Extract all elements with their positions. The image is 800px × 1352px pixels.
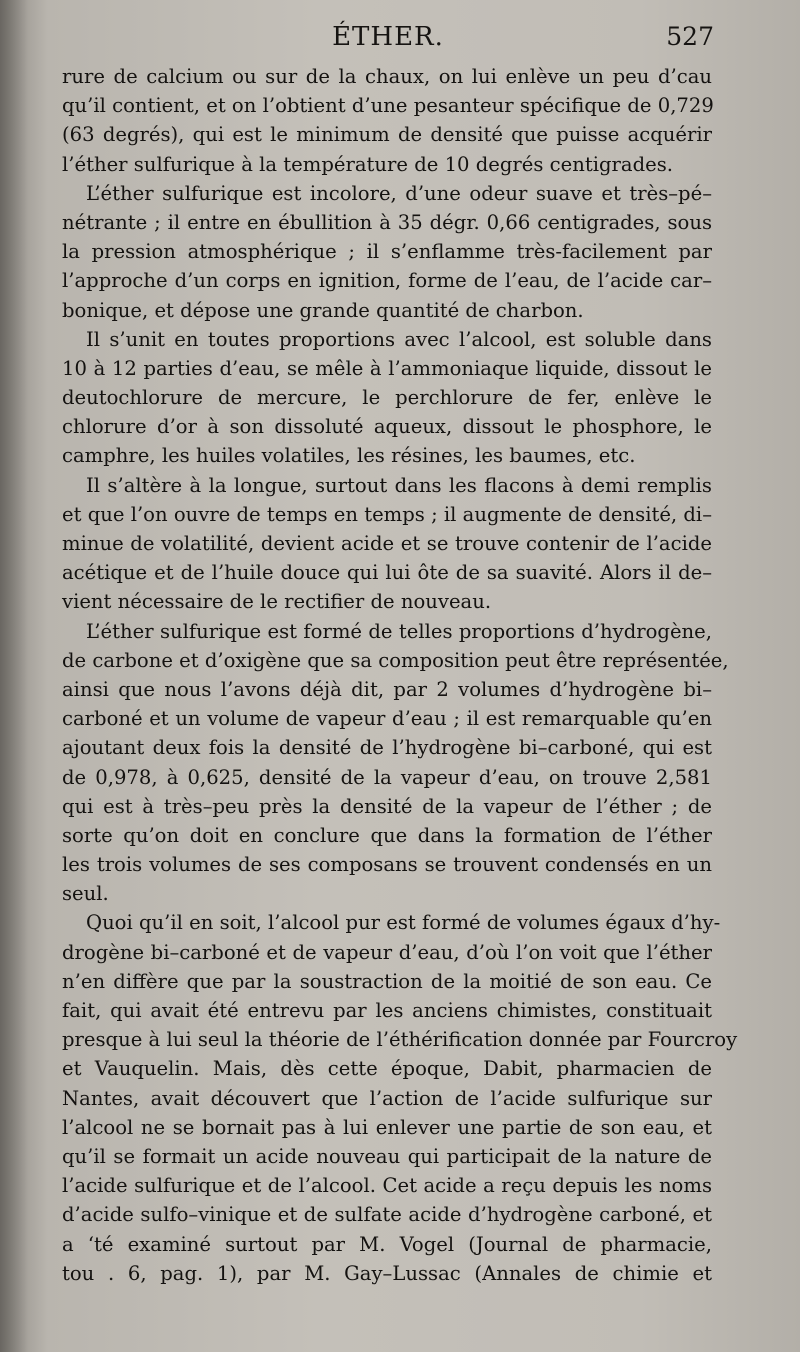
text-line: les trois volumes de ses composans se trouvent condensés en un [62, 853, 712, 877]
page-number: 527 [666, 22, 714, 51]
text-line: ajoutant deux fois la densité de l’hydrogène bi–carboné, qui est [62, 736, 712, 760]
text-line: nétrante ; il entre en ébullition à 35 dégr. 0,66 centigrades, sous [62, 210, 712, 234]
text-line: l’alcool ne se bornait pas à lui enlever une partie de son eau, et [62, 1115, 712, 1139]
text-line: Quoi qu’il en soit, l’alcool pur est formé de volumes égaux d’hy- [86, 911, 721, 935]
text-line: drogène bi–carboné et de vapeur d’eau, d’où l’on voit que l’éther [62, 940, 712, 964]
text-line: tou . 6, pag. 1), par M. Gay–Lussac (Annales de chimie et [62, 1261, 712, 1285]
text-line: Il s’unit en toutes proportions avec l’alcool, est soluble dans [86, 327, 712, 351]
text-line: L’éther sulfurique est incolore, d’une odeur suave et très–pé– [86, 181, 712, 205]
text-line: bonique, et dépose une grande quantité de charbon. [62, 298, 584, 322]
text-line: camphre, les huiles volatiles, les résines, les baumes, etc. [62, 444, 636, 468]
text-line: ainsi que nous l’avons déjà dit, par 2 volumes d’hydrogène bi– [62, 677, 712, 701]
text-line: vient nécessaire de le rectifier de nouveau. [62, 590, 492, 614]
text-line: 10 à 12 parties d’eau, se mêle à l’ammoniaque liquide, dissout le [62, 356, 712, 380]
text-line: qu’il se formait un acide nouveau qui participait de la nature de [62, 1144, 712, 1168]
text-line: chlorure d’or à son dissoluté aqueux, dissout le phosphore, le [62, 415, 712, 439]
text-line: Nantes, avait découvert que l’action de l’acide sulfurique sur [62, 1086, 712, 1110]
text-line: la pression atmosphérique ; il s’enflamme très-facilement par [62, 240, 712, 264]
text-line: l’acide sulfurique et de l’alcool. Cet acide a reçu depuis les noms [62, 1174, 712, 1198]
text-line: rure de calcium ou sur de la chaux, on lui enlève un peu d’cau [62, 65, 712, 88]
page-edge-shadow [0, 0, 28, 1352]
text-line: l’approche d’un corps en ignition, forme de l’eau, de l’acide car– [62, 269, 712, 293]
text-line: qui est à très–peu près la densité de la vapeur de l’éther ; de [62, 794, 712, 818]
text-line: sorte qu’on doit en conclure que dans la formation de l’éther [62, 823, 712, 847]
text-line: d’acide sulfo–vinique et de sulfate acide d’hydrogène carboné, et [62, 1203, 712, 1227]
text-line: de carbone et d’oxigène que sa composition peut être représentée, [62, 648, 729, 672]
text-line: deutochlorure de mercure, le perchlorure de fer, enlève le [62, 386, 712, 410]
page-header [62, 22, 714, 56]
text-line: L’éther sulfurique est formé de telles proportions d’hydrogène, [86, 619, 712, 643]
text-line: l’éther sulfurique à la température de 10 degrés centigrades. [62, 152, 674, 176]
text-line: carboné et un volume de vapeur d’eau ; il est remarquable qu’en [62, 707, 712, 731]
text-line: de 0,978, à 0,625, densité de la vapeur d’eau, on trouve 2,581 [62, 765, 712, 789]
text-line: presque à lui seul la théorie de l’éthérification donnée par Fourcroy [62, 1028, 738, 1052]
text-line: (63 degrés), qui est le minimum de densité que puisse acquérir [62, 123, 712, 147]
text-line: fait, qui avait été entrevu par les anciens chimistes, constituait [62, 999, 712, 1022]
body-text [62, 62, 738, 1288]
text-line: acétique et de l’huile douce qui lui ôte de sa suavité. Alors il de– [62, 561, 712, 585]
text-line: seul. [62, 882, 109, 906]
text-line: Il s’altère à la longue, surtout dans les flacons à demi remplis [86, 473, 712, 497]
text-line: et que l’on ouvre de temps en temps ; il augmente de densité, di– [62, 502, 712, 526]
text-line: n’en diffère que par la soustraction de la moitié de son eau. Ce [62, 969, 712, 993]
text-line: a ‘té examiné surtout par M. Vogel (Journal de pharmacie, [62, 1232, 712, 1256]
text-line: qu’il contient, et on l’obtient d’une pesanteur spécifique de 0,729 [62, 94, 714, 118]
text-line: et Vauquelin. Mais, dès cette époque, Dabit, pharmacien de [62, 1057, 712, 1081]
text-line: minue de volatilité, devient acide et se trouve contenir de l’acide [62, 532, 712, 555]
running-title: ÉTHER. [332, 22, 444, 52]
